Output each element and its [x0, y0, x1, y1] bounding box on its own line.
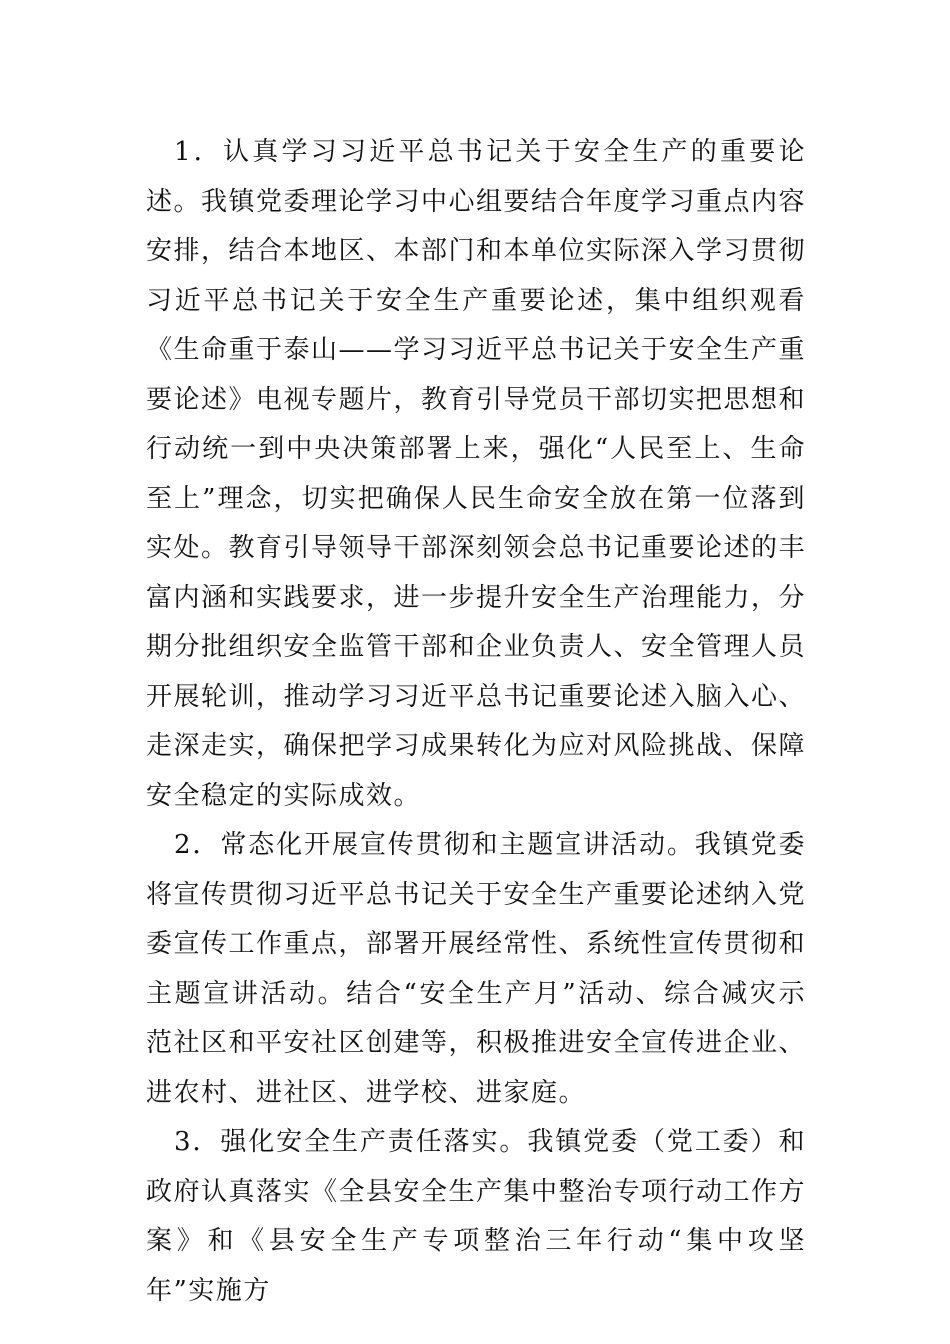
- document-body: [146, 128, 806, 1316]
- paragraph-1: 1．认真学习习近平总书记关于安全生产的重要论述。我镇党委理论学习中心组要结合年度学习重点内容安排，结合本地区、本部门和本单位实际深入学习贯彻习近平总书记关于安全生产重要论述，集中组织观看《生命重于泰山——学习习近平总书记关于安全生产重要论述》电视专题片，教育引导党员干部切实把思想和行动统一到中央决策部署上来，强化“人民至上、生命至上”理念，切实把确保人民生命安全放在第一位落到实处。教育引导领导干部深刻领会总书记重要论述的丰富内涵和实践要求，进一步提升安全生产治理能力，分期分批组织安全监管干部和企业负责人、安全管理人员开展轮训，推动学习习近平总书记重要论述入脑入心、走深走实，确保把学习成果转化为应对风险挑战、保障安全稳定的实际成效。: [146, 137, 807, 811]
- paragraph-3: 3．强化安全生产责任落实。我镇党委（党工委）和政府认真落实《全县安全生产集中整治专项行动工作方案》和《县安全生产专项整治三年行动“集中攻坚年”实施方: [146, 1127, 807, 1306]
- paragraph-2: 2．常态化开展宣传贯彻和主题宣讲活动。我镇党委将宣传贯彻习近平总书记关于安全生产重要论述纳入党委宣传工作重点，部署开展经常性、系统性宣传贯彻和主题宣讲活动。结合“安全生产月”活动、综合减灾示范社区和平安社区创建等，积极推进安全宣传进企业、进农村、进社区、进学校、进家庭。: [146, 830, 807, 1108]
